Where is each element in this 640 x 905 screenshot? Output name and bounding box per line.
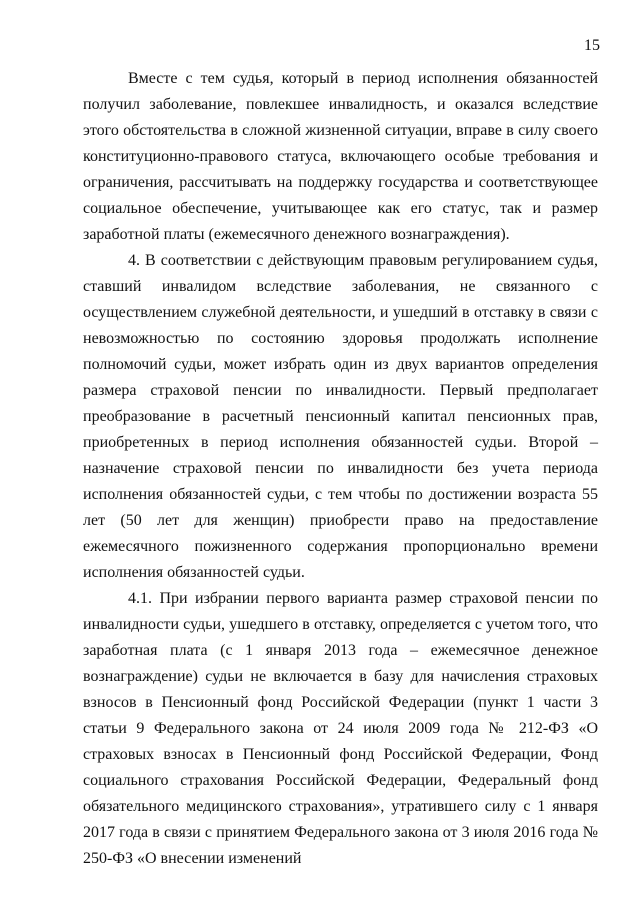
page-number: 15 — [584, 37, 600, 54]
paragraph-section-4-1: 4.1. При избрании первого варианта размер страховой пенсии по инвалидности судьи, ушедшего в отставку, определяется с учетом того, что заработная плата (с 1 января 2013 года – ежемесячное денежное вознаграждение) судьи не включается в базу для начисления страховых взносов в Пенсионный фонд Российской Федерации (пункт 1 части 3 статьи 9 Федерального закона от 24 июля 2009 года № 212-ФЗ «О страховых взносах в Пенсионный фонд Российской Федерации, Фонд социального страхования Российской Федерации, Федеральный фонд обязательного медицинского страхования», утратившего силу с 1 января 2017 года в связи с принятием Федерального закона от 3 июля 2016 года № 250-ФЗ «О внесении изменений — [83, 590, 598, 867]
paragraph-section-4: 4. В соответствии с действующим правовым регулированием судья, ставший инвалидом вследствие заболевания, не связанного с осуществлением служебной деятельности, и ушедший в отставку в связи с невозможностью по состоянию здоровья продолжать исполнение полномочий судьи, может избрать один из двух вариантов определения размера страховой пенсии по инвалидности. Первый предполагает преобразование в расчетный пенсионный капитал пенсионных прав, приобретенных в период исполнения обязанностей судьи. Второй – назначение страховой пенсии по инвалидности без учета периода исполнения обязанностей судьи, с тем чтобы по достижении возраста 55 лет (50 лет для женщин) приобрести право на предоставление ежемесячного пожизненного содержания пропорционально времени исполнения обязанностей судьи. — [83, 252, 598, 581]
document-body — [83, 66, 598, 872]
paragraph-social-support: Вместе с тем судья, который в период исполнения обязанностей получил заболевание, повлекшее инвалидность, и оказался вследствие этого обстоятельства в сложной жизненной ситуации, вправе в силу своего конституционно-правового статуса, включающего особые требования и ограничения, рассчитывать на поддержку государства и соответствующее социальное обеспечение, учитывающее как его статус, так и размер заработной платы (ежемесячного денежного вознаграждения). — [83, 70, 598, 243]
